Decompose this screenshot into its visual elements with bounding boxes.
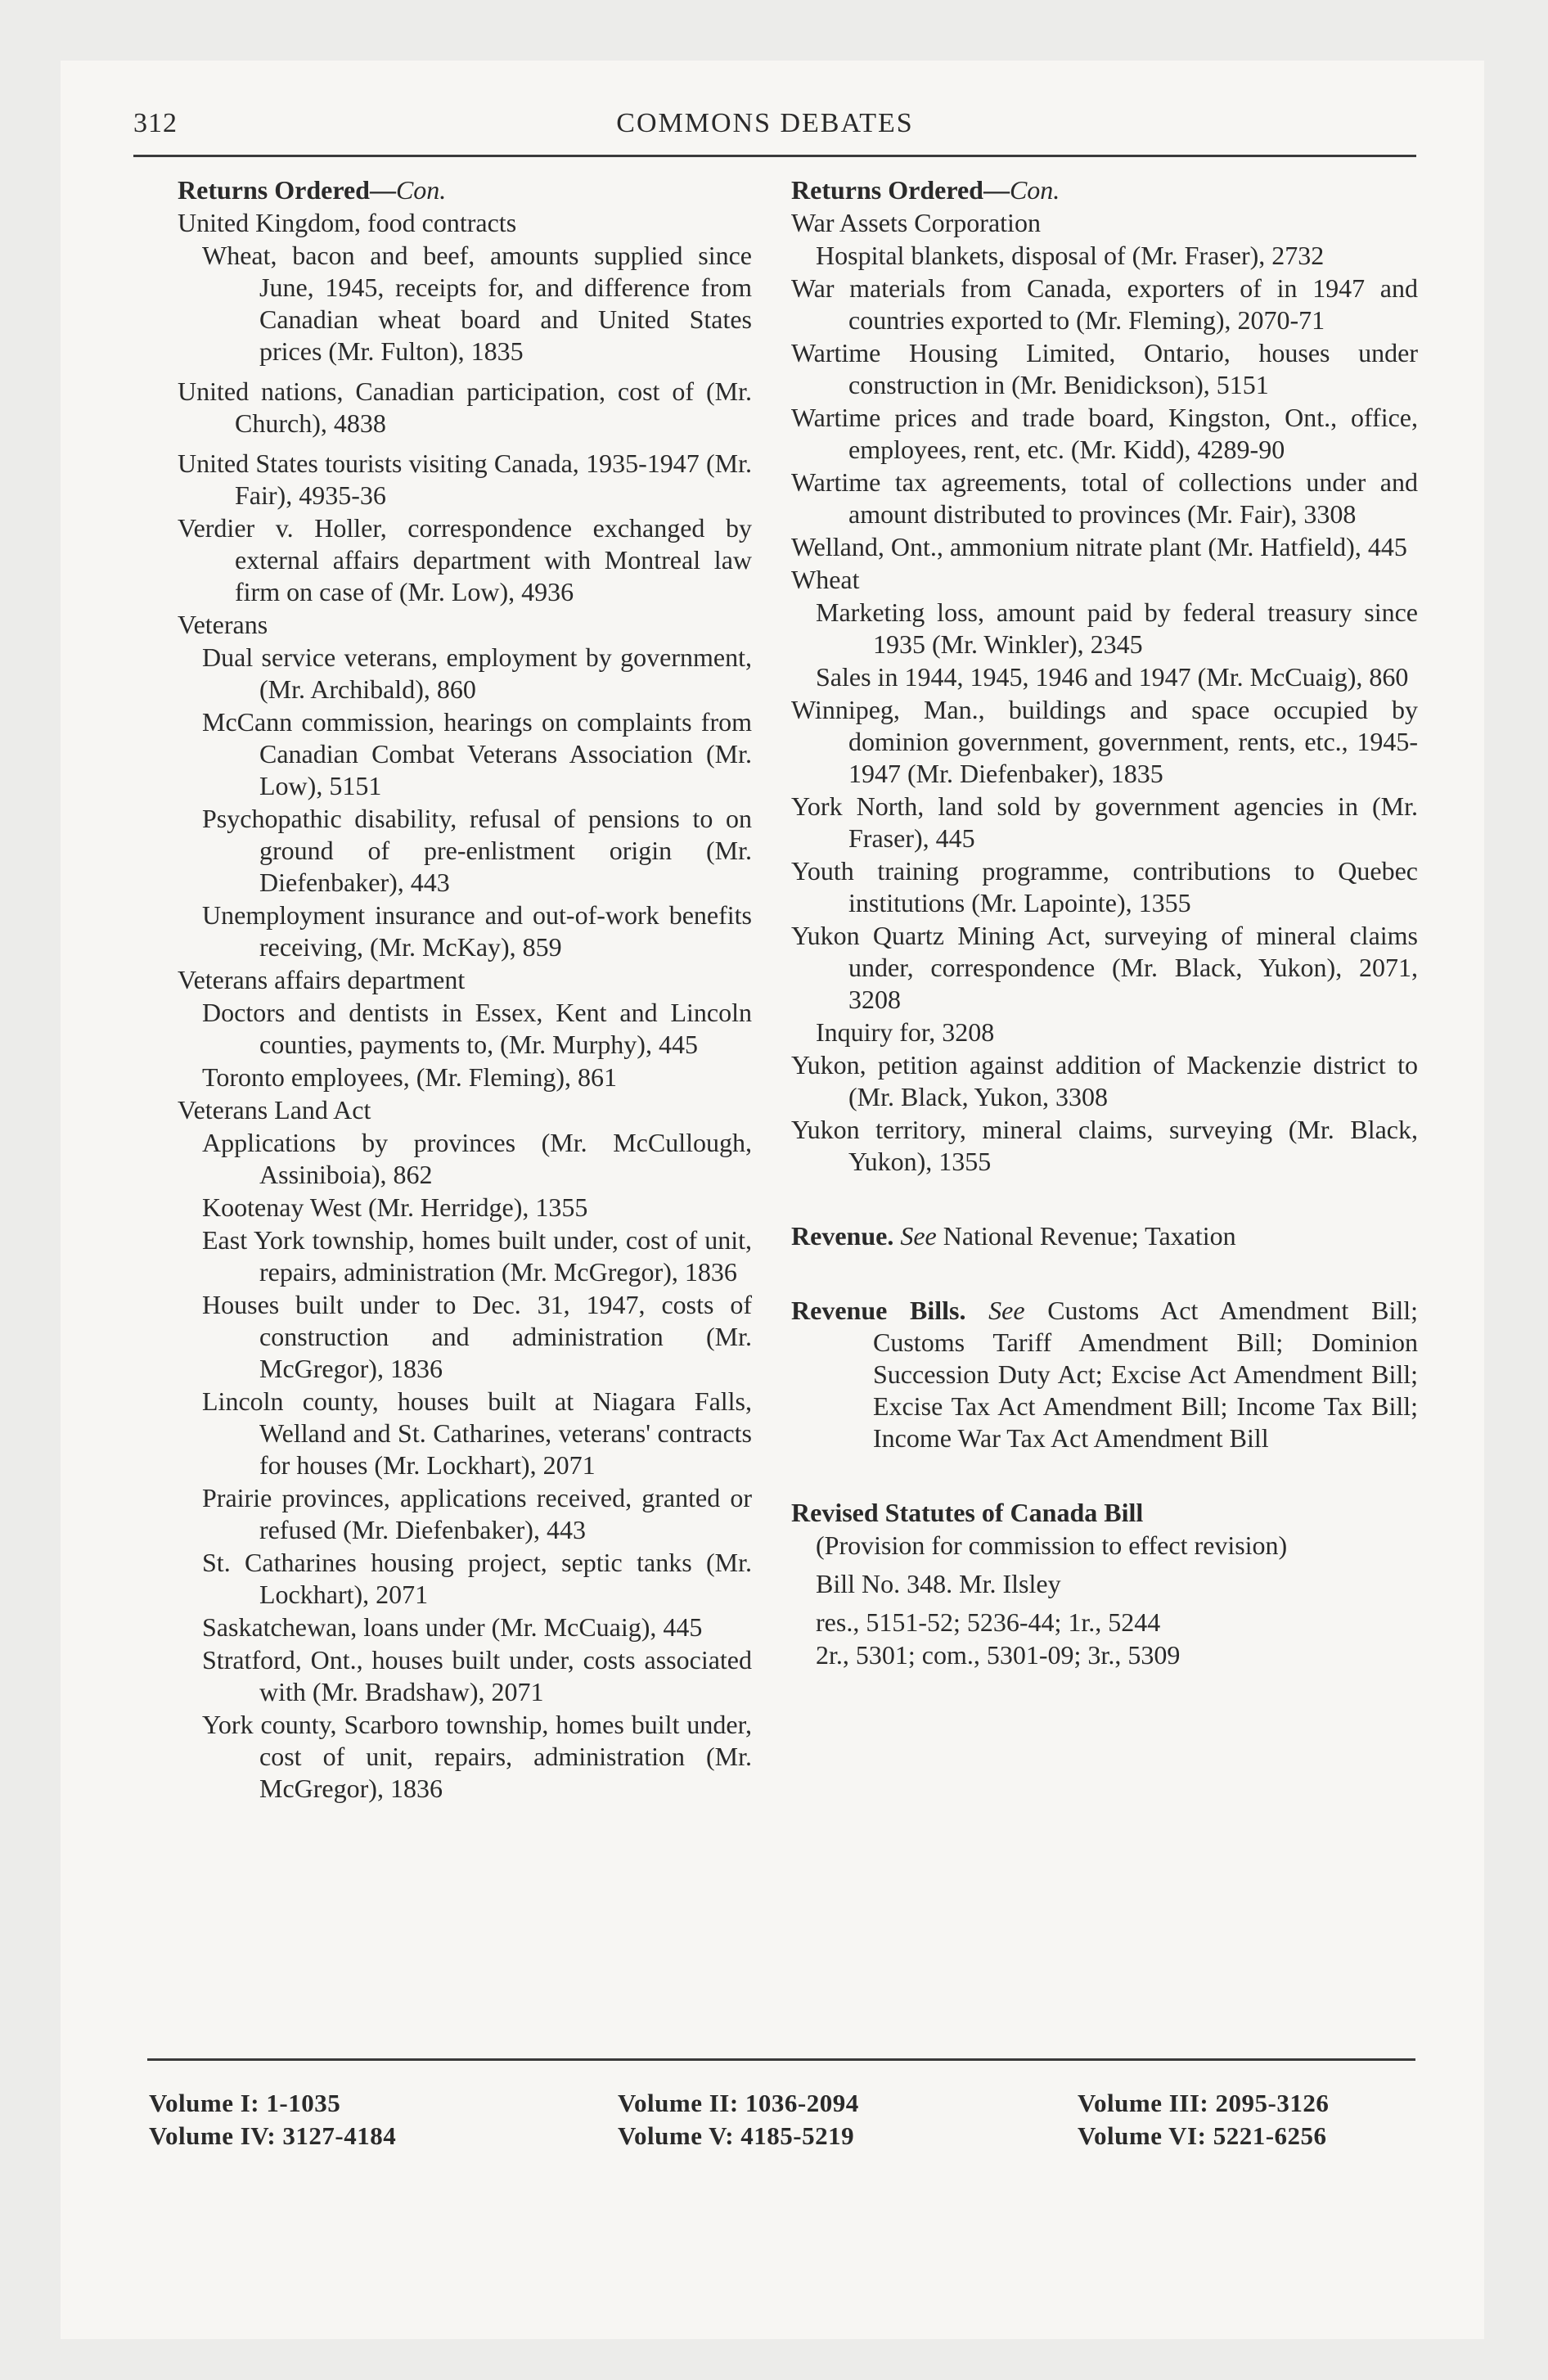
footer-volume-4: Volume IV: 3127-4184 — [149, 2121, 397, 2150]
page-number: 312 — [133, 108, 178, 138]
index-subentry: Lincoln county, houses built at Niagara Falls, Welland and St. Catharines, veterans' contracts for houses (Mr. Lockhart), 2071 — [202, 1386, 752, 1480]
footer-volumes-middle — [618, 2087, 859, 2152]
revised-statutes-line: Bill No. 348. Mr. Ilsley — [816, 1569, 1061, 1598]
footer-volumes-right — [1078, 2087, 1329, 2152]
index-subentry: Dual service veterans, employment by government, (Mr. Archibald), 860 — [202, 642, 752, 704]
footer-volumes-left — [149, 2087, 396, 2152]
revised-statutes-line: res., 5151-52; 5236-44; 1r., 5244 — [816, 1607, 1161, 1637]
index-subentry: McCann commission, hearings on complaints from Canadian Combat Veterans Association (Mr. Low), 5151 — [202, 707, 752, 800]
right-column — [791, 174, 1418, 1671]
index-entry: Welland, Ont., ammonium nitrate plant (Mr. Hatfield), 445 — [791, 532, 1407, 561]
index-subentry: Prairie provinces, applications received, granted or refused (Mr. Diefenbaker), 443 — [202, 1483, 752, 1544]
index-entry: Wartime prices and trade board, Kingston, Ont., office, employees, rent, etc. (Mr. Kidd), 4289-90 — [791, 403, 1418, 464]
index-subentry: Applications by provinces (Mr. McCullough, Assiniboia), 862 — [202, 1128, 752, 1189]
revised-statutes-section — [791, 1497, 1418, 1671]
index-subentry: Stratford, Ont., houses built under, costs associated with (Mr. Bradshaw), 2071 — [202, 1645, 752, 1706]
footer-volume-5: Volume V: 4185-5219 — [618, 2121, 855, 2150]
left-entries — [178, 207, 752, 1805]
left-column — [178, 174, 752, 1805]
index-entry: Veterans Land Act — [178, 1095, 371, 1125]
revised-statutes-line: (Provision for commission to effect revision) — [816, 1530, 1288, 1560]
index-entry: Yukon territory, mineral claims, surveying (Mr. Black, Yukon), 1355 — [791, 1115, 1418, 1176]
footer-rule — [147, 2058, 1415, 2061]
index-subentry: East York township, homes built under, cost of unit, repairs, administration (Mr. McGregor), 1836 — [202, 1225, 752, 1287]
footer-volume-3: Volume III: 2095-3126 — [1078, 2089, 1330, 2117]
footer-volume-2: Volume II: 1036-2094 — [618, 2089, 859, 2117]
index-subentry: York county, Scarboro township, homes built under, cost of unit, repairs, administration (Mr. McGregor), 1836 — [202, 1710, 752, 1803]
index-subentry: Saskatchewan, loans under (Mr. McCuaig), 445 — [202, 1612, 703, 1642]
right-column-heading: Returns Ordered—Con. — [791, 175, 1060, 205]
index-subentry: Unemployment insurance and out-of-work benefits receiving, (Mr. McKay), 859 — [202, 900, 752, 962]
index-subentry: Houses built under to Dec. 31, 1947, costs of construction and administration (Mr. McGregor), 1836 — [202, 1290, 752, 1383]
right-entries — [791, 207, 1418, 1178]
header-rule — [133, 155, 1416, 157]
index-entry: Yukon, petition against addition of Mackenzie district to (Mr. Black, Yukon, 3308 — [791, 1050, 1418, 1111]
footer-volume-1: Volume I: 1-1035 — [149, 2089, 341, 2117]
revenue-bills-entry: Revenue Bills. See Customs Act Amendment Bill; Customs Tariff Amendment Bill; Dominion Succession Duty Act; Excise Act Amendment Bill; Excise Tax Act Amendment Bill; Income Tax Bill; Income War Tax Act Amendment Bill — [791, 1296, 1419, 1453]
index-subentry: Doctors and dentists in Essex, Kent and Lincoln counties, payments to, (Mr. Murphy), 445 — [202, 998, 752, 1059]
index-entry: Youth training programme, contributions to Quebec institutions (Mr. Lapointe), 1355 — [791, 856, 1418, 917]
index-entry: United Kingdom, food contracts — [178, 208, 517, 237]
footer-volume-6: Volume VI: 5221-6256 — [1078, 2121, 1327, 2150]
index-entry: United States tourists visiting Canada, 1935-1947 (Mr. Fair), 4935-36 — [178, 449, 752, 510]
index-subentry: St. Catharines housing project, septic tanks (Mr. Lockhart), 2071 — [202, 1548, 752, 1609]
index-subentry: Toronto employees, (Mr. Fleming), 861 — [202, 1062, 618, 1092]
index-entry: Winnipeg, Man., buildings and space occupied by dominion government, government, rents, etc., 1945-1947 (Mr. Diefenbaker), 1835 — [791, 695, 1418, 788]
index-entry: United nations, Canadian participation, cost of (Mr. Church), 4838 — [178, 376, 752, 438]
index-entry: Yukon Quartz Mining Act, surveying of mineral claims under, correspondence (Mr. Black, Yukon), 2071, 3208 — [791, 921, 1418, 1014]
index-entry: War Assets Corporation — [791, 208, 1041, 237]
page-header — [110, 92, 1420, 157]
revised-statutes-line: 2r., 5301; com., 5301-09; 3r., 5309 — [816, 1640, 1181, 1670]
index-entry: Verdier v. Holler, correspondence exchanged by external affairs department with Montreal law firm on case of (Mr. Low), 4936 — [178, 513, 752, 606]
running-head: COMMONS DEBATES — [616, 108, 914, 138]
index-subentry: Inquiry for, 3208 — [816, 1017, 995, 1047]
index-subentry: Sales in 1944, 1945, 1946 and 1947 (Mr. McCuaig), 860 — [816, 662, 1409, 692]
index-subentry: Kootenay West (Mr. Herridge), 1355 — [202, 1192, 588, 1222]
index-subentry: Wheat, bacon and beef, amounts supplied since June, 1945, receipts for, and difference from Canadian wheat board and United States prices (Mr. Fulton), 1835 — [202, 241, 752, 366]
index-subentry: Marketing loss, amount paid by federal treasury since 1935 (Mr. Winkler), 2345 — [816, 597, 1418, 659]
left-column-heading: Returns Ordered—Con. — [178, 175, 447, 205]
index-entry: Wartime tax agreements, total of collections under and amount distributed to provinces (Mr. Fair), 3308 — [791, 467, 1418, 529]
index-entry: War materials from Canada, exporters of in 1947 and countries exported to (Mr. Fleming), 2070-71 — [791, 273, 1418, 335]
index-entry: Wartime Housing Limited, Ontario, houses under construction in (Mr. Benidickson), 5151 — [791, 338, 1418, 399]
revenue-entry: Revenue. See National Revenue; Taxation — [791, 1221, 1236, 1251]
revised-statutes-heading: Revised Statutes of Canada Bill — [791, 1498, 1144, 1527]
index-entry: York North, land sold by government agencies in (Mr. Fraser), 445 — [791, 791, 1418, 853]
index-entry: Veterans affairs department — [178, 965, 466, 994]
index-entry: Veterans — [178, 610, 268, 639]
index-subentry: Psychopathic disability, refusal of pensions to on ground of pre-enlistment origin (Mr. Diefenbaker), 443 — [202, 804, 752, 897]
index-subentry: Hospital blankets, disposal of (Mr. Fraser), 2732 — [816, 241, 1325, 270]
index-entry: Wheat — [791, 565, 860, 594]
